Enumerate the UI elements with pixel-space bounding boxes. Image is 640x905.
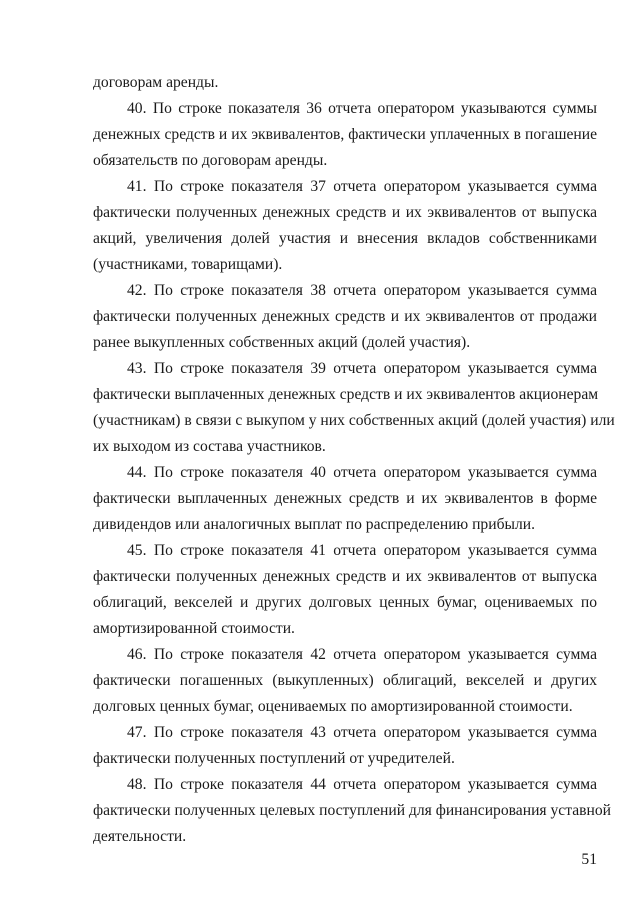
text-line: обязательств по договорам аренды.	[93, 152, 328, 169]
text-line: акций, увеличения долей участия и внесения вкладов собственниками	[93, 230, 597, 247]
text-line: фактически полученных денежных средств и их эквивалентов от выпуска	[93, 204, 597, 221]
paragraph-47-first-line: 47. По строке показателя 43 отчета оператором указывается сумма	[127, 724, 597, 741]
paragraph-43-first-line: 43. По строке показателя 39 отчета оператором указывается сумма	[127, 360, 597, 377]
paragraph-45-first-line: 45. По строке показателя 41 отчета оператором указывается сумма	[127, 542, 597, 559]
text-line: фактически выплаченных денежных средств и их эквивалентов в форме	[93, 490, 597, 507]
text-line: (участникам) в связи с выкупом у них собственных акций (долей участия) или	[93, 412, 615, 429]
page-number: 51	[581, 851, 597, 868]
text-line: фактически полученных поступлений от учредителей.	[93, 750, 455, 767]
text-line: амортизированной стоимости.	[93, 620, 295, 637]
text-line: фактически погашенных (выкупленных) облигаций, векселей и других	[93, 672, 597, 689]
text-line: деятельности.	[93, 828, 187, 845]
text-line: долговых ценных бумаг, оцениваемых по амортизированной стоимости.	[93, 698, 573, 715]
text-line: фактически полученных целевых поступлений для финансирования уставной	[93, 802, 611, 819]
text-line: фактически полученных денежных средств и их эквивалентов от продажи	[93, 308, 597, 325]
paragraph-46-first-line: 46. По строке показателя 42 отчета оператором указывается сумма	[127, 646, 597, 663]
paragraph-40-first-line: 40. По строке показателя 36 отчета оператором указываются суммы	[127, 100, 597, 117]
text-line: (участниками, товарищами).	[93, 256, 283, 273]
paragraph-41-first-line: 41. По строке показателя 37 отчета оператором указывается сумма	[127, 178, 597, 195]
text-line: фактически полученных денежных средств и их эквивалентов от выпуска	[93, 568, 597, 585]
text-line: фактически выплаченных денежных средств и их эквивалентов акционерам	[93, 386, 599, 403]
paragraph-44-first-line: 44. По строке показателя 40 отчета оператором указывается сумма	[127, 464, 597, 481]
text-line: договорам аренды.	[93, 74, 219, 91]
text-line: дивидендов или аналогичных выплат по распределению прибыли.	[93, 516, 536, 533]
text-line: их выходом из состава участников.	[93, 438, 326, 455]
paragraph-48-first-line: 48. По строке показателя 44 отчета оператором указывается сумма	[127, 776, 597, 793]
text-line: денежных средств и их эквивалентов, фактически уплаченных в погашение	[93, 126, 597, 143]
text-line: облигаций, векселей и других долговых ценных бумаг, оцениваемых по	[93, 594, 597, 611]
paragraph-42-first-line: 42. По строке показателя 38 отчета оператором указывается сумма	[127, 282, 597, 299]
text-line: ранее выкупленных собственных акций (долей участия).	[93, 334, 471, 351]
